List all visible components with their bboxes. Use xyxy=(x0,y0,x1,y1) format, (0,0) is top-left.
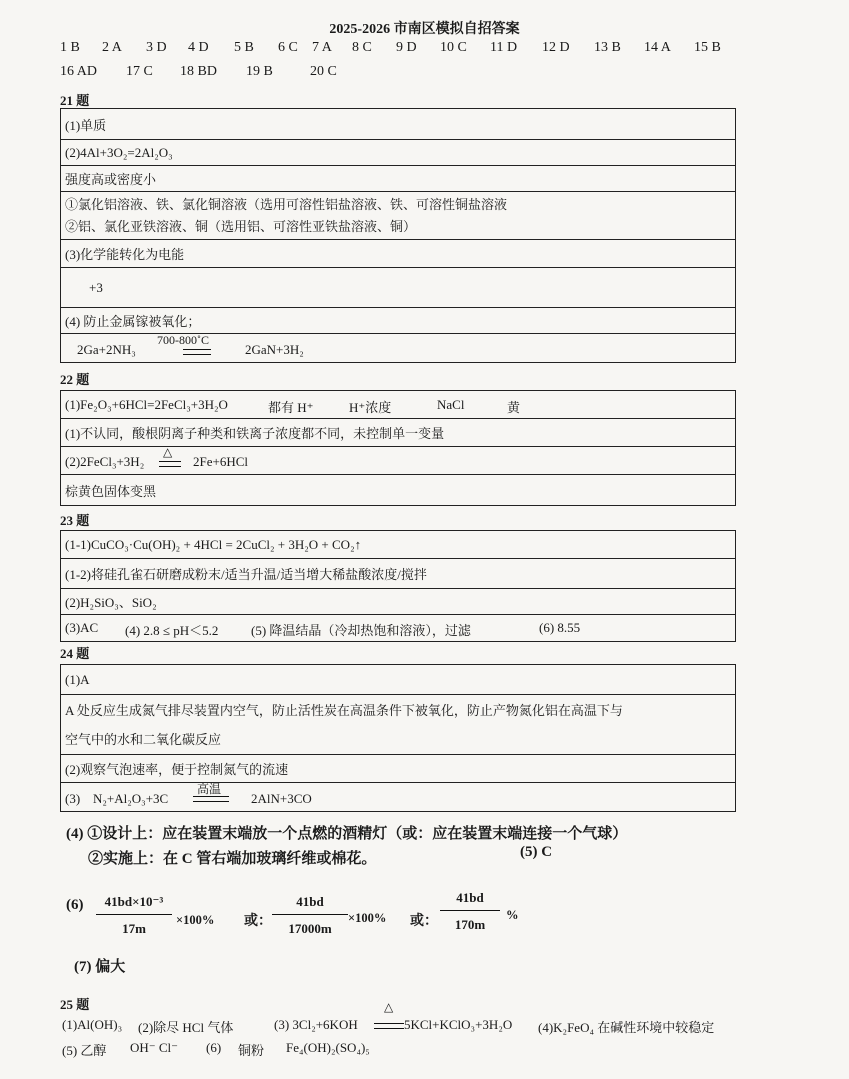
q25-answer-5: (5) 乙醇 xyxy=(62,1043,107,1058)
equation-right: 2GaN+3H₂ xyxy=(245,342,304,357)
q25-answer-4: (4)K₂FeO₄ 在碱性环境中较稳定 xyxy=(538,1020,715,1035)
row-text: (4) 防止金属镓被氧化； xyxy=(65,314,201,329)
q25-answer-1: (1)Al(OH)₃ xyxy=(62,1017,123,1032)
answer-item: 1 B xyxy=(60,40,80,55)
table-row xyxy=(61,419,735,447)
q24-part6-label: (6) xyxy=(66,897,84,913)
reaction-condition: 高温 xyxy=(197,782,222,796)
q24-part4-line1: (4) ①设计上：应在装置末端放一个点燃的酒精灯（或：应在装置末端连接一个气球） xyxy=(66,826,628,842)
table-row xyxy=(61,391,735,419)
equals-sign xyxy=(159,461,181,467)
q22-answer-table xyxy=(60,390,736,506)
q21-answer-table xyxy=(60,108,736,363)
row-text: ②铝、氯化亚铁溶液、铜（选用铝、可溶性亚铁盐溶液、铜） xyxy=(65,218,417,234)
q21-heading: 21 题 xyxy=(60,93,90,108)
answer-item: 20 C xyxy=(310,64,337,79)
equation-right: 2Fe+6HCl xyxy=(193,454,249,469)
row-text: (6) 8.55 xyxy=(539,620,581,635)
fraction-2 xyxy=(272,894,348,937)
q25-answer-6: 铜粉 xyxy=(238,1043,265,1058)
row-text: (1)A xyxy=(65,671,90,687)
percent-sign: % xyxy=(506,908,519,922)
answer-item: 14 A xyxy=(644,40,671,55)
table-row xyxy=(61,109,735,140)
equals-sign xyxy=(183,349,211,355)
page-title: 2025-2026 市南区模拟自招答案 xyxy=(329,22,520,37)
q25-answer-6-label: (6) xyxy=(206,1040,222,1055)
answer-item: 18 BD xyxy=(180,64,217,79)
numerator: 41bd xyxy=(296,894,324,909)
table-row xyxy=(61,334,735,362)
answer-item: 17 C xyxy=(126,64,153,79)
row-text: (1)不认同，酸根阴离子种类和铁离子浓度都不同，未控制单一变量 xyxy=(65,426,445,441)
table-row xyxy=(61,589,735,615)
fraction-3 xyxy=(440,890,500,933)
percent-factor: ×100% xyxy=(176,913,215,927)
table-row xyxy=(61,308,735,334)
q24-heading: 24 题 xyxy=(60,646,90,661)
q24-part7: (7) 偏大 xyxy=(74,959,126,975)
numerator: 41bd xyxy=(456,890,484,905)
answer-item: 10 C xyxy=(440,40,467,55)
answer-item: 5 B xyxy=(234,40,254,55)
q24-answer-table xyxy=(60,664,736,812)
answer-item: 6 C xyxy=(278,40,298,55)
q25-ions: OH⁻ Cl⁻ xyxy=(130,1040,179,1055)
table-row xyxy=(61,755,735,783)
row-text: A 处反应生成氮气排尽装置内空气，防止活性炭在高温条件下被氧化，防止产物氮化铝在高温下与 xyxy=(65,702,623,718)
equation-left: N₂+Al₂O₃+3C xyxy=(93,791,169,806)
row-text: 都有 H⁺ xyxy=(268,400,314,415)
answer-item: 7 A xyxy=(312,40,332,55)
q23-heading: 23 题 xyxy=(60,513,90,528)
denominator: 17000m xyxy=(272,914,348,937)
row-text: (5) 降温结晶（冷却热饱和溶液），过滤 xyxy=(251,623,471,638)
answer-item: 8 C xyxy=(352,40,372,55)
q25-equation-left: (3) 3Cl₂+6KOH xyxy=(274,1017,358,1032)
table-row xyxy=(61,268,735,308)
answer-item: 13 B xyxy=(594,40,621,55)
percent-factor: ×100% xyxy=(348,911,387,925)
row-text: (2)观察气泡速率，便于控制氮气的流速 xyxy=(65,762,289,777)
q25-heading: 25 题 xyxy=(60,997,90,1012)
row-text: (2)4Al+3O₂=2Al₂O₃ xyxy=(65,144,173,160)
answer-item: 16 AD xyxy=(60,64,97,79)
table-row xyxy=(61,615,735,641)
fraction-1 xyxy=(96,894,172,937)
answer-item: 4 D xyxy=(188,40,209,55)
heat-symbol: △ xyxy=(384,1000,394,1014)
q23-answer-table xyxy=(60,530,736,642)
q25-formula: Fe₄(OH)₂(SO₄)₅ xyxy=(286,1040,370,1055)
answer-item: 2 A xyxy=(102,40,122,55)
q24-part5: (5) C xyxy=(520,844,553,860)
q25-equation-right: 5KCl+KClO₃+3H₂O xyxy=(404,1017,513,1032)
denominator: 17m xyxy=(96,914,172,937)
row-text: (1-2)将硅孔雀石研磨成粉末/适当升温/适当增大稀盐酸浓度/搅拌 xyxy=(65,567,427,582)
row-text: +3 xyxy=(89,279,103,295)
table-row xyxy=(61,695,735,755)
row-text: (1)单质 xyxy=(65,117,107,133)
q25-answer-2: (2)除尽 HCl 气体 xyxy=(138,1020,234,1035)
table-row xyxy=(61,166,735,192)
row-text: H⁺浓度 xyxy=(349,400,392,415)
row-text: (3)AC xyxy=(65,620,99,635)
reaction-condition: 700-800˚C xyxy=(157,333,209,347)
equals-sign xyxy=(374,1023,404,1029)
table-row xyxy=(61,783,735,811)
equals-sign xyxy=(193,796,229,802)
table-row xyxy=(61,665,735,695)
answer-item: 12 D xyxy=(542,40,570,55)
table-row xyxy=(61,475,735,505)
row-text: (3) xyxy=(65,791,81,806)
table-row xyxy=(61,559,735,589)
row-text: ①氯化铝溶液、铁、氯化铜溶液（选用可溶性铝盐溶液、铁、可溶性铜盐溶液 xyxy=(65,196,508,212)
answer-item: 15 B xyxy=(694,40,721,55)
equation-left: (2)2FeCl₃+3H₂ xyxy=(65,454,145,469)
table-row xyxy=(61,531,735,559)
or-text: 或： xyxy=(410,914,438,929)
equation-right: 2AlN+3CO xyxy=(251,791,312,806)
table-row xyxy=(61,192,735,240)
row-text: (1-1)CuCO₃·Cu(OH)₂ + 4HCl = 2CuCl₂ + 3H₂O + CO₂↑ xyxy=(65,536,362,552)
table-row xyxy=(61,240,735,268)
row-text: 强度高或密度小 xyxy=(65,172,157,187)
table-row xyxy=(61,140,735,166)
row-text: 空气中的水和二氧化碳反应 xyxy=(65,731,222,747)
row-text: (4) 2.8 ≤ pH＜5.2 xyxy=(125,623,219,638)
answer-item: 11 D xyxy=(490,40,518,55)
q22-heading: 22 题 xyxy=(60,372,90,387)
answer-item: 9 D xyxy=(396,40,417,55)
numerator: 41bd×10⁻³ xyxy=(104,894,164,909)
answer-item: 3 D xyxy=(146,40,167,55)
denominator: 170m xyxy=(440,910,500,933)
or-text: 或： xyxy=(244,914,272,929)
table-row xyxy=(61,447,735,475)
heat-symbol: △ xyxy=(163,445,173,459)
q24-part4-line2: ②实施上：在 C 管右端加玻璃纤维或棉花。 xyxy=(88,851,377,867)
answer-item: 19 B xyxy=(246,64,273,79)
row-text: 棕黄色固体变黑 xyxy=(65,483,157,499)
equation-left: 2Ga+2NH₃ xyxy=(77,342,136,357)
row-text: (2)H₂SiO₃、SiO₂ xyxy=(65,595,157,610)
row-text: (3)化学能转化为电能 xyxy=(65,247,185,262)
row-text: (1)Fe₂O₃+6HCl=2FeCl₃+3H₂O xyxy=(65,397,228,412)
row-text: 黄 xyxy=(507,400,521,415)
row-text: NaCl xyxy=(437,397,465,412)
